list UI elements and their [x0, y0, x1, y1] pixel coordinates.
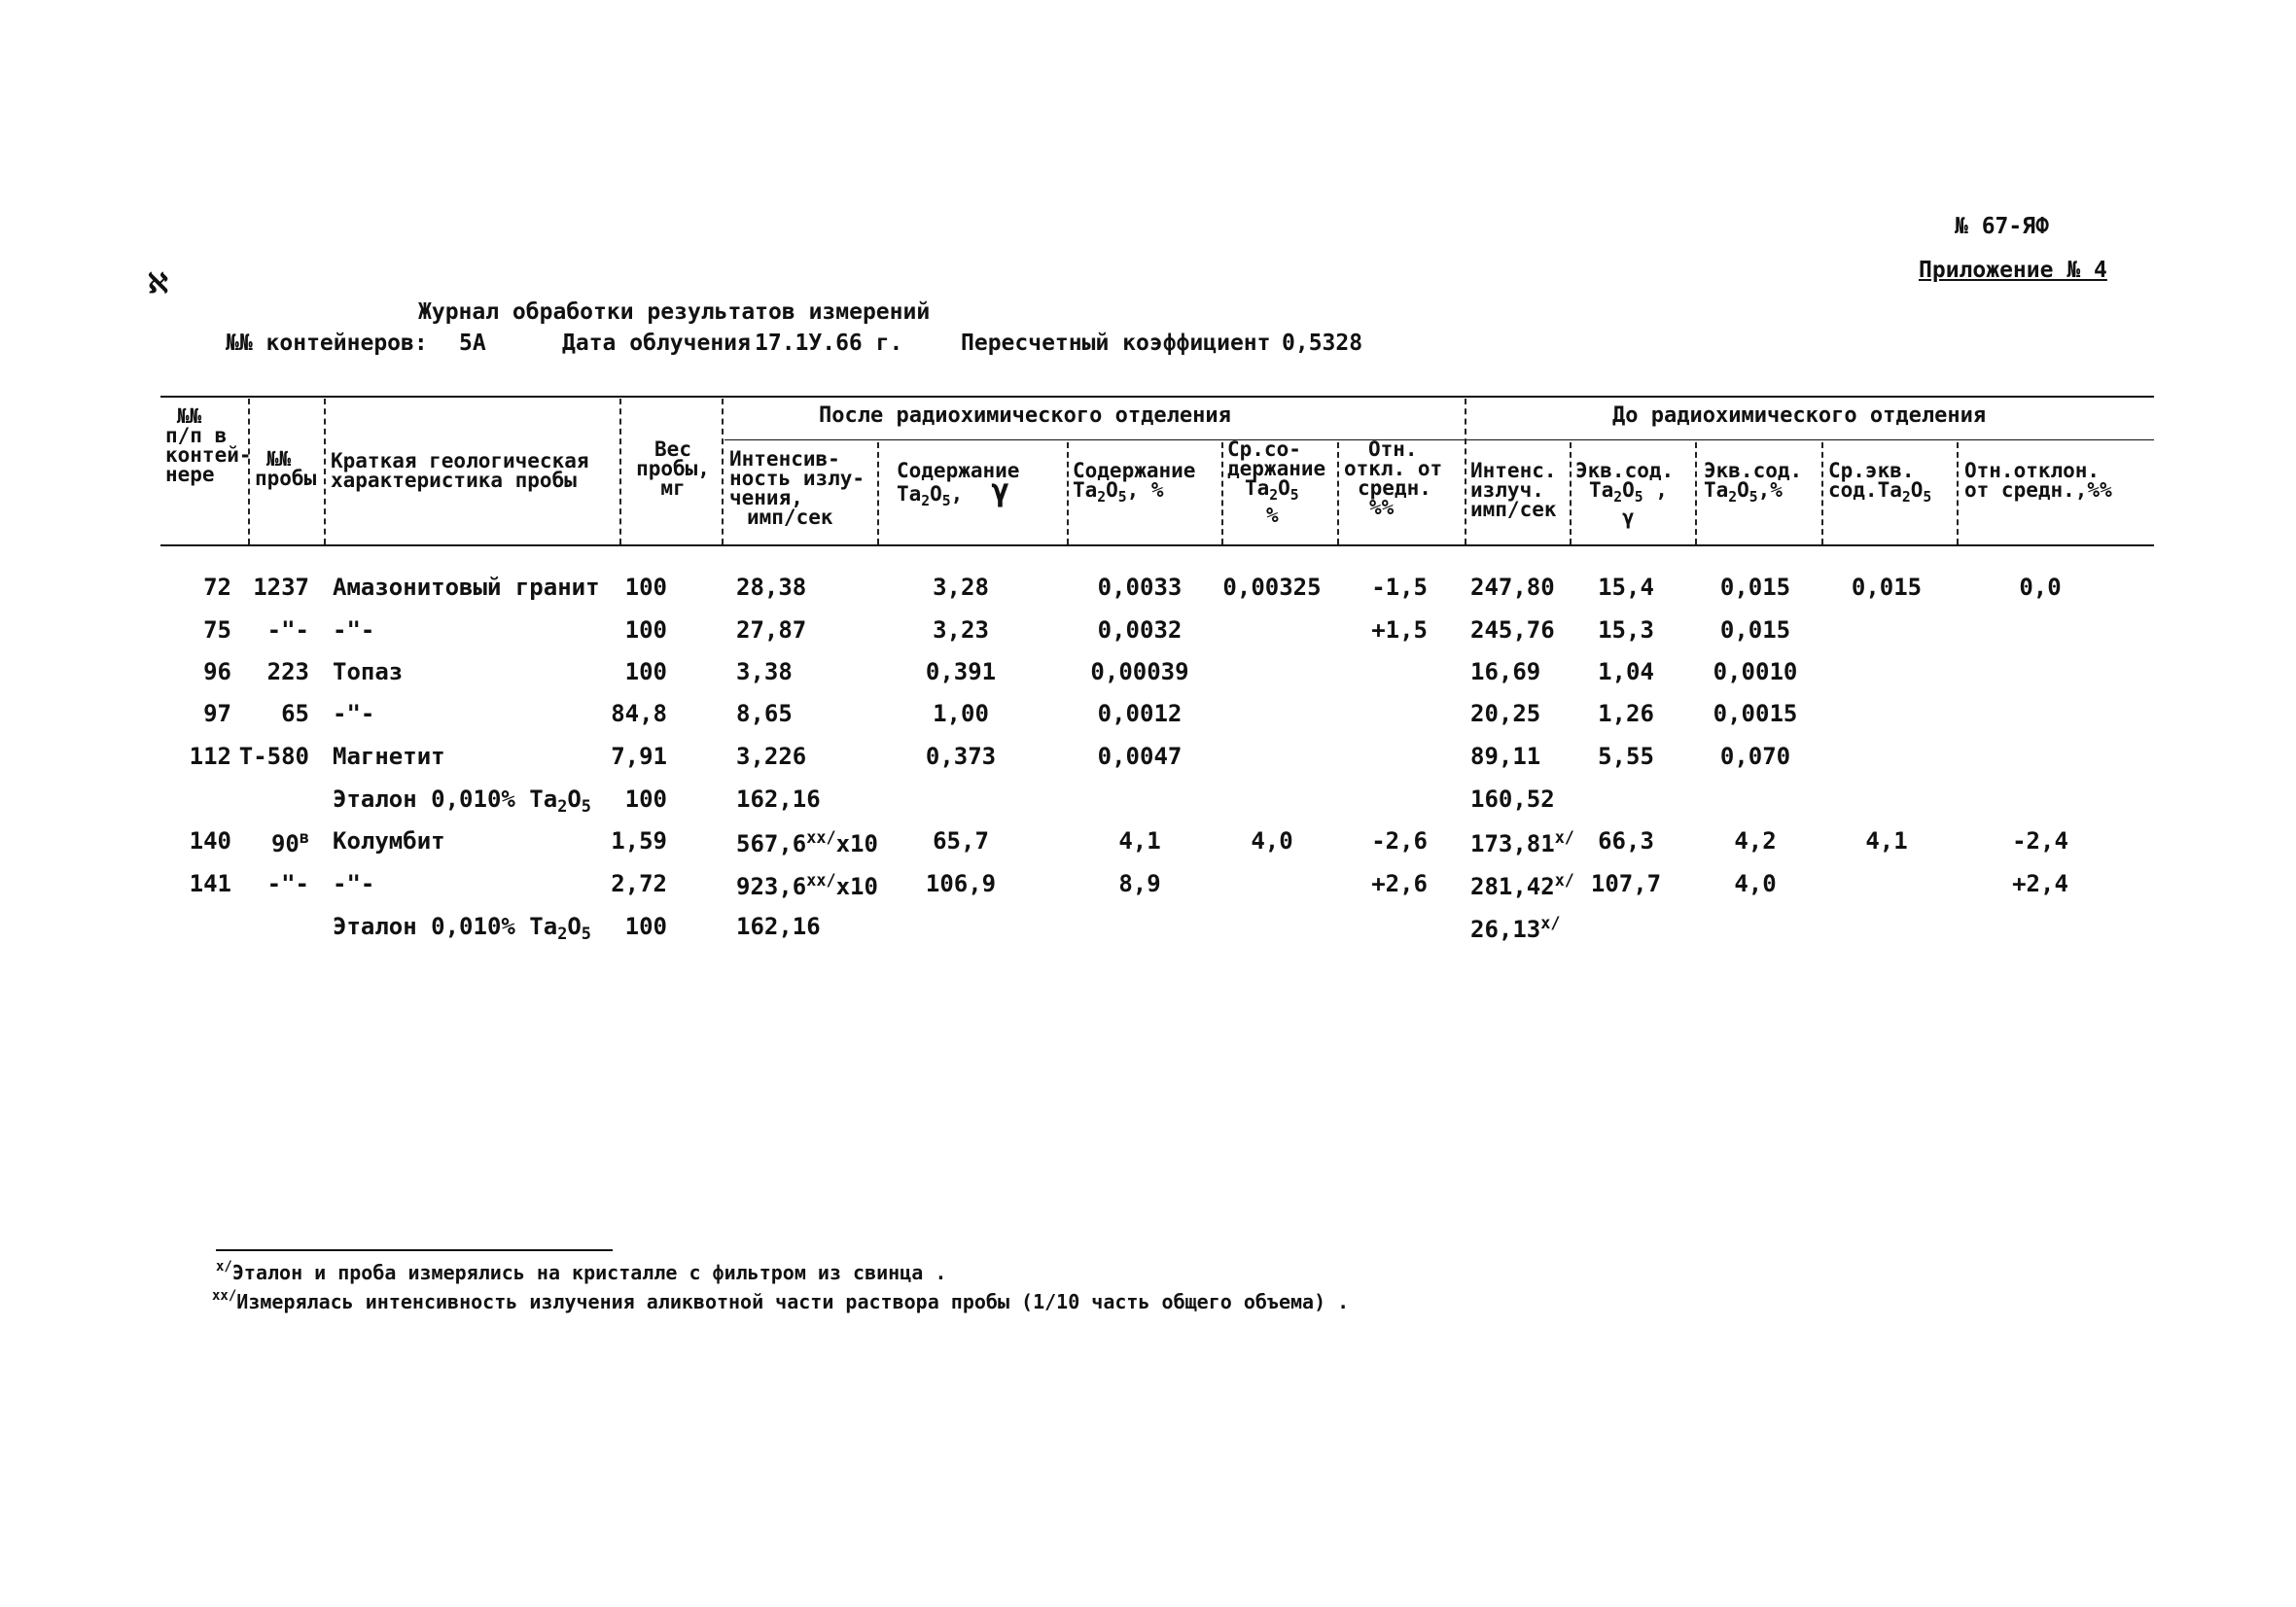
header-content-percent: Содержание $Ta_2O_5$, % — [1073, 459, 1196, 506]
header-relative-deviation-before: Отн.отклон. от средн.,%% — [1964, 459, 2112, 502]
footnote-2-mark: xx/ — [212, 1288, 237, 1304]
cell-weight: 100 — [624, 786, 667, 813]
cell-intens: 3,38 — [736, 658, 793, 685]
irradiation-date: 17.1У.66 г. — [755, 331, 903, 356]
cell-intens2: 160,52 — [1470, 786, 1555, 813]
cell-weight: 100 — [624, 658, 667, 685]
cell-weight: 100 — [624, 913, 667, 940]
col-sep — [1221, 442, 1223, 544]
cell-num: 112 — [189, 743, 231, 770]
group-header-before: До радиохимического отделения — [1612, 403, 1987, 428]
cell-eq-pct: 0,0010 — [1713, 658, 1798, 685]
cell-descr: Эталон 0,010% $Ta_2O_5$ — [333, 786, 591, 816]
cell-num: 72 — [203, 574, 231, 601]
footnote-2: $^{xx/}$Измерялась интенсивность излучения аликвотной части раствора пробы (1/10 часть общего объема) . — [212, 1288, 1350, 1313]
cell-cont-g: 3,28 — [933, 574, 989, 601]
cell-eq-g: 66,3 — [1598, 827, 1654, 855]
cell-num: 140 — [189, 827, 231, 855]
cell-weight: 1,59 — [611, 827, 667, 855]
cell-intens: 8,65 — [736, 700, 793, 727]
header-intensity-before: Интенс. излуч. имп/сек — [1470, 459, 1557, 521]
cell-num: 75 — [203, 616, 231, 644]
cell-sample: 1237 — [253, 574, 309, 601]
cell-cont-g: 0,373 — [925, 743, 997, 770]
appendix-label: Приложение № 4 — [1919, 258, 2107, 283]
col-sep — [619, 399, 621, 544]
header-bottom-rule — [160, 544, 2154, 546]
cell-sample: -"- — [266, 616, 309, 644]
cell-cont-pct: 0,0012 — [1097, 700, 1183, 727]
cell-cont-pct: 0,0032 — [1097, 616, 1183, 644]
cell-cont-g: 3,23 — [933, 616, 989, 644]
cell-sample: -"- — [266, 870, 309, 897]
cell-weight: 100 — [624, 616, 667, 644]
header-equivalent-gamma: Экв.сод. $Ta_2O_5$ , γ — [1575, 459, 1675, 529]
cell-cont-g: 1,00 — [933, 700, 989, 727]
cell-eq-pct: 0,0015 — [1713, 700, 1798, 727]
cell-dev: +2,6 — [1371, 870, 1428, 897]
cell-intens: 3,226 — [736, 743, 807, 770]
cell-eq-g: 1,04 — [1598, 658, 1654, 685]
cell-avg-eq: 0,015 — [1851, 574, 1923, 601]
cell-cont-pct: 0,00039 — [1090, 658, 1189, 685]
cell-eq-g: 1,26 — [1598, 700, 1654, 727]
cell-intens: 28,38 — [736, 574, 807, 601]
cell-descr: Колумбит — [333, 827, 445, 855]
coefficient-label: Пересчетный коэффициент — [961, 331, 1271, 356]
coefficient-value: 0,5328 — [1282, 331, 1363, 356]
cell-eq-pct: 0,015 — [1719, 574, 1791, 601]
cell-descr: Амазонитовый гранит — [333, 574, 600, 601]
document-number: № 67-ЯФ — [1955, 214, 2049, 239]
cell-dev: -2,6 — [1371, 827, 1428, 855]
cell-descr: Эталон 0,010% $Ta_2O_5$ — [333, 913, 591, 943]
cell-avg-eq: 4,1 — [1865, 827, 1908, 855]
document-title: Журнал обработки результатов измерений — [418, 299, 931, 325]
footnote-1: $^{x/}$Эталон и проба измерялись на кристалле с фильтром из свинца . — [216, 1259, 947, 1284]
cell-dev2: 0,0 — [2019, 574, 2062, 601]
cell-eq-pct: 4,2 — [1734, 827, 1777, 855]
header-equivalent-percent: Экв.сод. $Ta_2O_5,\%$ — [1704, 459, 1803, 506]
col-sep — [248, 399, 250, 544]
cell-cont-g: 0,391 — [925, 658, 997, 685]
cell-weight: 84,8 — [611, 700, 667, 727]
cell-intens: 162,16 — [736, 913, 821, 940]
cell-eq-pct: 4,0 — [1734, 870, 1777, 897]
cell-num: 97 — [203, 700, 231, 727]
cell-intens2: 245,76 — [1470, 616, 1555, 644]
cell-intens2: $281,42^{x/}$ — [1470, 870, 1574, 900]
cell-intens: $923,6^{xx/}x10$ — [736, 870, 878, 900]
cell-descr: -"- — [333, 616, 375, 644]
cell-eq-g: 5,55 — [1598, 743, 1654, 770]
cell-descr: -"- — [333, 870, 375, 897]
cell-num: 141 — [189, 870, 231, 897]
containers-value: 5А — [459, 331, 486, 356]
col-sep — [324, 399, 326, 544]
cell-intens2: 247,80 — [1470, 574, 1555, 601]
col-sep — [1821, 442, 1823, 544]
cell-sample: 65 — [281, 700, 309, 727]
col-sep — [877, 442, 879, 544]
col-sep — [1067, 442, 1069, 544]
header-relative-deviation: Отн. откл. от средн. %% — [1344, 437, 1443, 519]
cell-cont-pct: 0,0047 — [1097, 743, 1183, 770]
cell-eq-g: 15,4 — [1598, 574, 1654, 601]
cell-eq-g: 107,7 — [1590, 870, 1662, 897]
cell-weight: 100 — [624, 574, 667, 601]
col-sep — [1337, 442, 1339, 544]
cell-sample: $90^в$ — [270, 827, 309, 857]
col-sep — [722, 399, 724, 544]
header-container-number: №№ п/п в контей- нере — [165, 404, 252, 486]
col-sep — [1570, 442, 1572, 544]
corner-mark: ℵ — [148, 267, 168, 299]
cell-cont-pct: 0,0033 — [1097, 574, 1183, 601]
containers-label: №№ контейнеров: — [226, 331, 428, 356]
footnote-rule — [216, 1249, 613, 1251]
cell-eq-pct: 0,015 — [1719, 616, 1791, 644]
cell-intens: $567,6^{xx/}x10$ — [736, 827, 878, 857]
cell-eq-g: 15,3 — [1598, 616, 1654, 644]
cell-avg: 0,00325 — [1222, 574, 1322, 601]
cell-cont-pct: 4,1 — [1118, 827, 1161, 855]
col-sep — [1957, 442, 1959, 544]
cell-dev2: +2,4 — [2012, 870, 2068, 897]
irradiation-label: Дата облучения — [562, 331, 751, 356]
cell-eq-pct: 0,070 — [1719, 743, 1791, 770]
header-intensity: Интенсив- ность излу- чения, имп/сек — [729, 447, 865, 529]
cell-descr: Магнетит — [333, 743, 445, 770]
cell-cont-g: 106,9 — [925, 870, 997, 897]
col-sep — [1695, 442, 1697, 544]
header-content-gamma: Содержание $Ta_2O_5$, γ — [897, 459, 1020, 509]
cell-sample: Т-580 — [238, 743, 309, 770]
cell-dev: -1,5 — [1371, 574, 1428, 601]
cell-intens2: $173,81^{x/}$ — [1470, 827, 1574, 857]
cell-intens2: 89,11 — [1470, 743, 1541, 770]
cell-intens: 162,16 — [736, 786, 821, 813]
cell-weight: 2,72 — [611, 870, 667, 897]
header-weight: Вес пробы, мг — [636, 437, 710, 500]
cell-descr: -"- — [333, 700, 375, 727]
cell-dev: +1,5 — [1371, 616, 1428, 644]
table-top-rule — [160, 396, 2154, 398]
cell-intens2: 20,25 — [1470, 700, 1541, 727]
header-description: Краткая геологическая характеристика пробы — [331, 449, 589, 492]
header-average-content: Ср.со- держание $Ta_2O_5$ % — [1227, 437, 1326, 527]
cell-dev2: -2,4 — [2012, 827, 2068, 855]
cell-descr: Топаз — [333, 658, 404, 685]
cell-weight: 7,91 — [611, 743, 667, 770]
cell-avg: 4,0 — [1251, 827, 1293, 855]
footnote-1-mark: x/ — [216, 1259, 232, 1275]
col-sep — [1465, 399, 1466, 544]
cell-num: 96 — [203, 658, 231, 685]
cell-intens2: 16,69 — [1470, 658, 1541, 685]
cell-sample: 223 — [266, 658, 309, 685]
cell-cont-g: 65,7 — [933, 827, 989, 855]
header-sample-number: №№ пробы — [255, 447, 317, 490]
cell-cont-pct: 8,9 — [1118, 870, 1161, 897]
cell-intens2: $26,13^{x/}$ — [1470, 913, 1561, 943]
group-header-after: После радиохимического отделения — [819, 403, 1231, 428]
header-average-equivalent: Ср.экв. $сод.Ta_2O_5$ — [1828, 459, 1932, 506]
cell-intens: 27,87 — [736, 616, 807, 644]
